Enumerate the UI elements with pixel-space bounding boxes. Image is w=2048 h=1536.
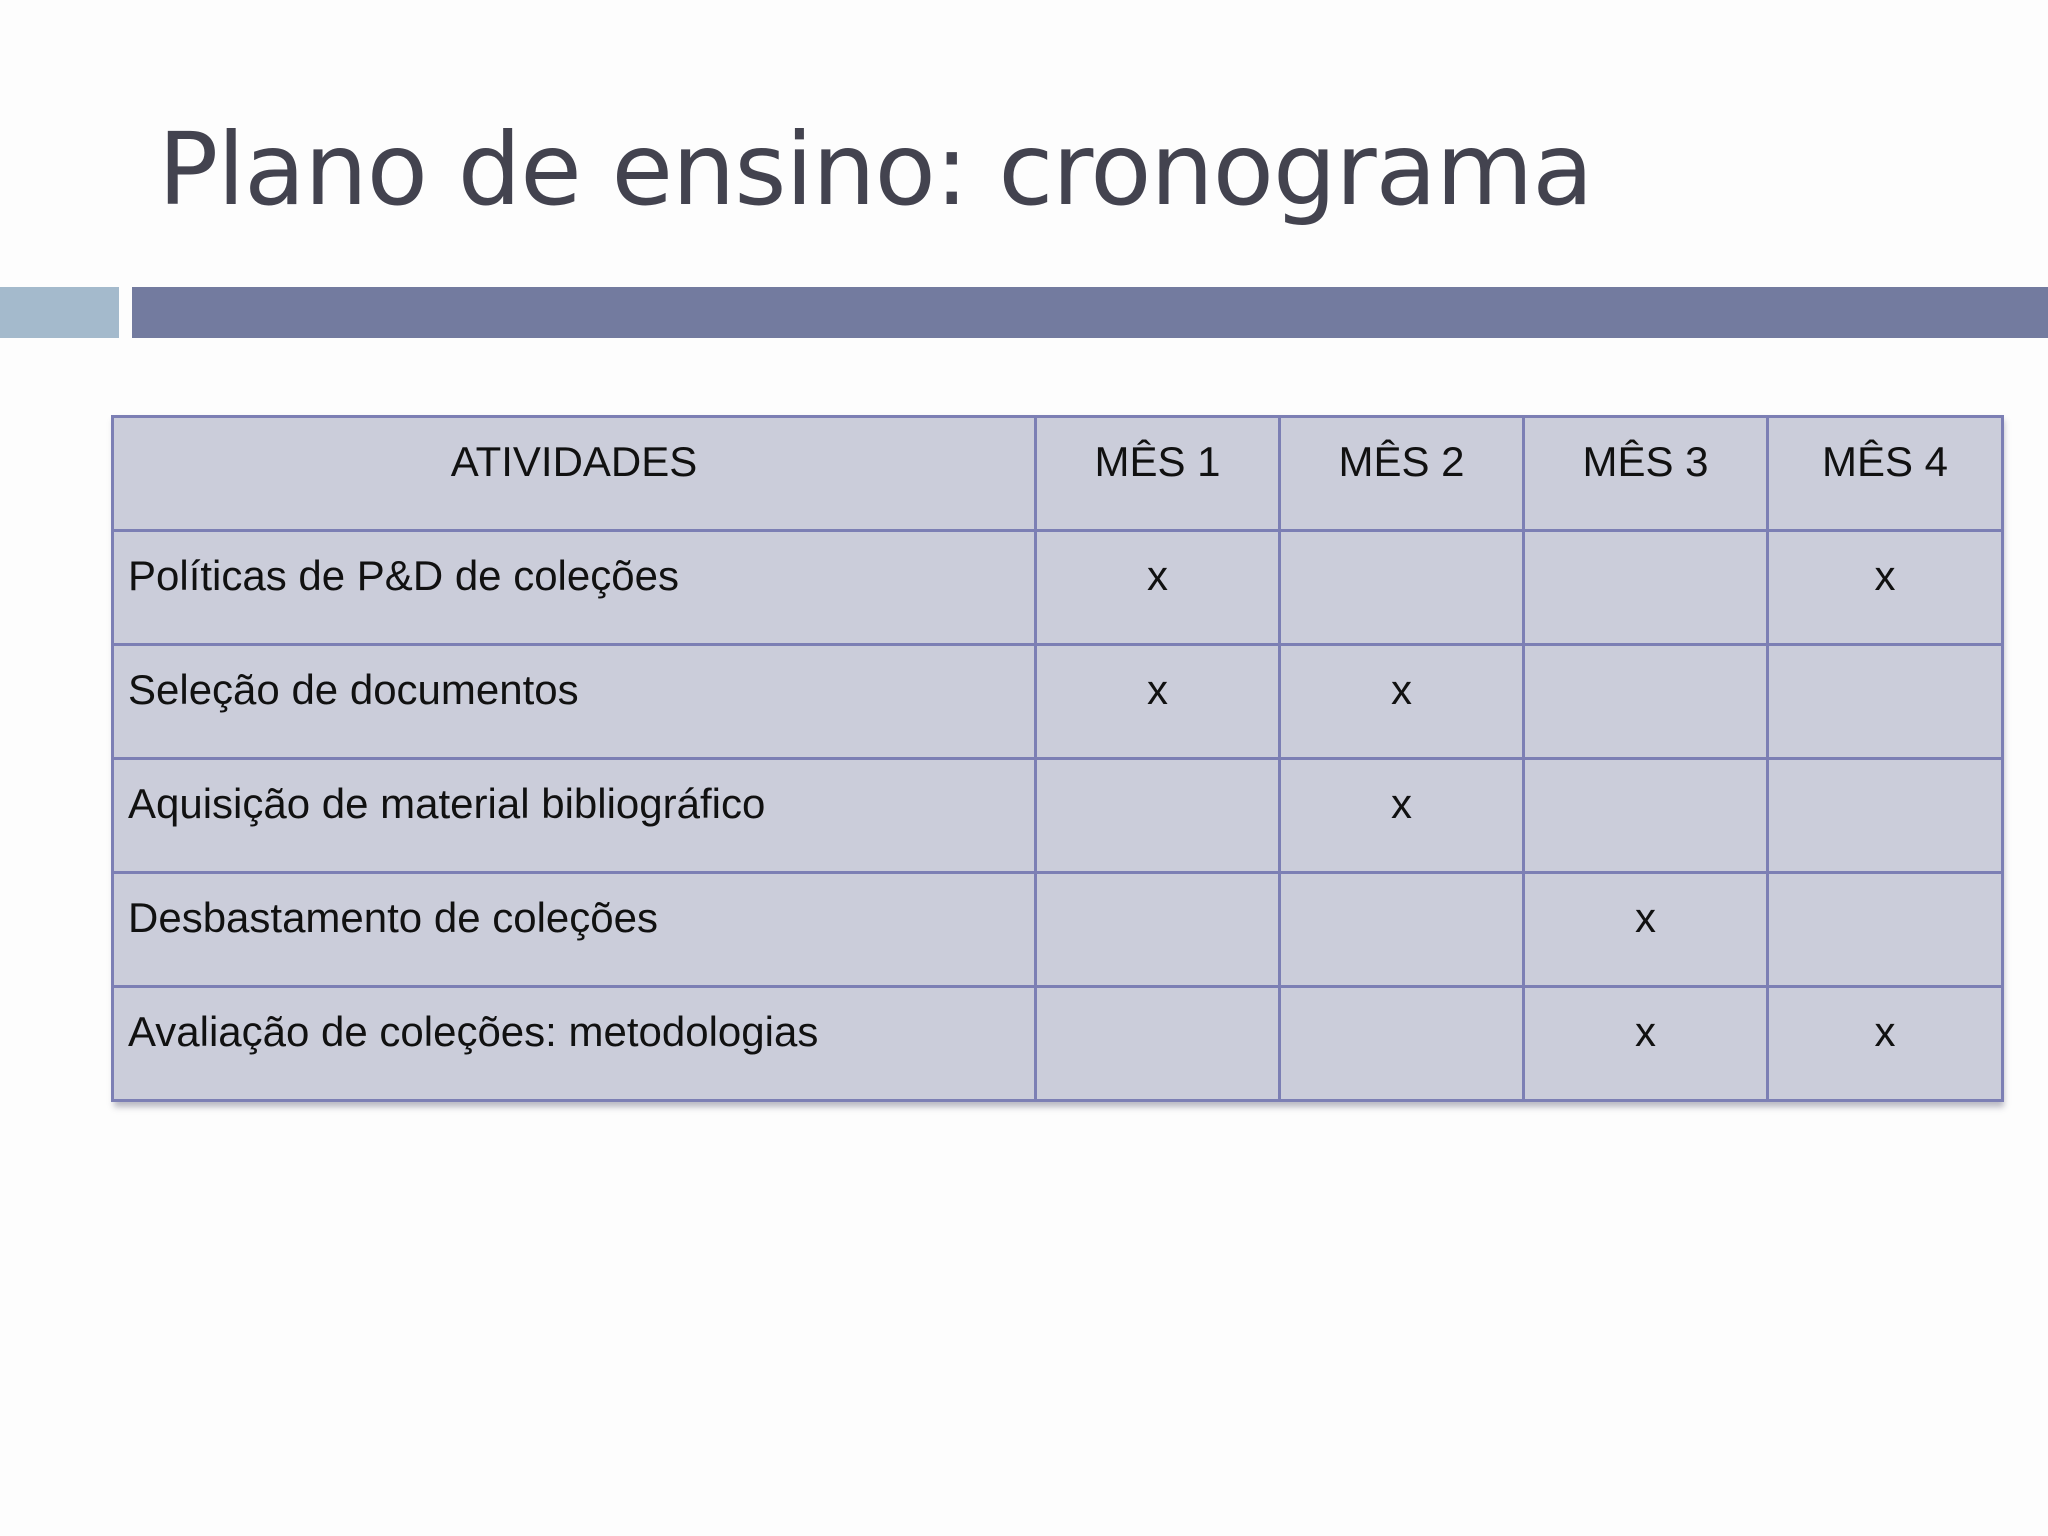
month-4-mark [1768,645,2003,759]
header-month-4: MÊS 4 [1768,417,2003,531]
table-row [113,873,2003,987]
month-2-mark [1280,987,1524,1101]
month-2-mark: x [1280,759,1524,873]
header-month-2: MÊS 2 [1280,417,1524,531]
schedule-table-container [111,415,2001,1102]
header-activities: ATIVIDADES [113,417,1036,531]
month-4-mark [1768,759,2003,873]
activity-cell: Políticas de P&D de coleções [113,531,1036,645]
activity-cell: Seleção de documentos [113,645,1036,759]
header-month-1: MÊS 1 [1036,417,1280,531]
month-3-mark: x [1524,987,1768,1101]
month-1-mark: x [1036,531,1280,645]
month-3-mark [1524,759,1768,873]
month-4-mark: x [1768,987,2003,1101]
month-2-mark [1280,873,1524,987]
table-row [113,645,2003,759]
month-3-mark [1524,531,1768,645]
title-accent-bar [0,287,119,338]
month-1-mark [1036,759,1280,873]
month-1-mark [1036,987,1280,1101]
schedule-table [111,415,2004,1102]
month-2-mark: x [1280,645,1524,759]
table-row [113,759,2003,873]
month-3-mark: x [1524,873,1768,987]
title-divider-bar [132,287,2048,338]
month-4-mark: x [1768,531,2003,645]
month-3-mark [1524,645,1768,759]
table-header-row [113,417,2003,531]
month-2-mark [1280,531,1524,645]
activity-cell: Desbastamento de coleções [113,873,1036,987]
activity-cell: Aquisição de material bibliográfico [113,759,1036,873]
month-4-mark [1768,873,2003,987]
activity-cell: Avaliação de coleções: metodologias [113,987,1036,1101]
table-row [113,531,2003,645]
month-1-mark: x [1036,645,1280,759]
header-month-3: MÊS 3 [1524,417,1768,531]
slide-title: Plano de ensino: cronograma [158,111,1593,228]
month-1-mark [1036,873,1280,987]
table-row [113,987,2003,1101]
